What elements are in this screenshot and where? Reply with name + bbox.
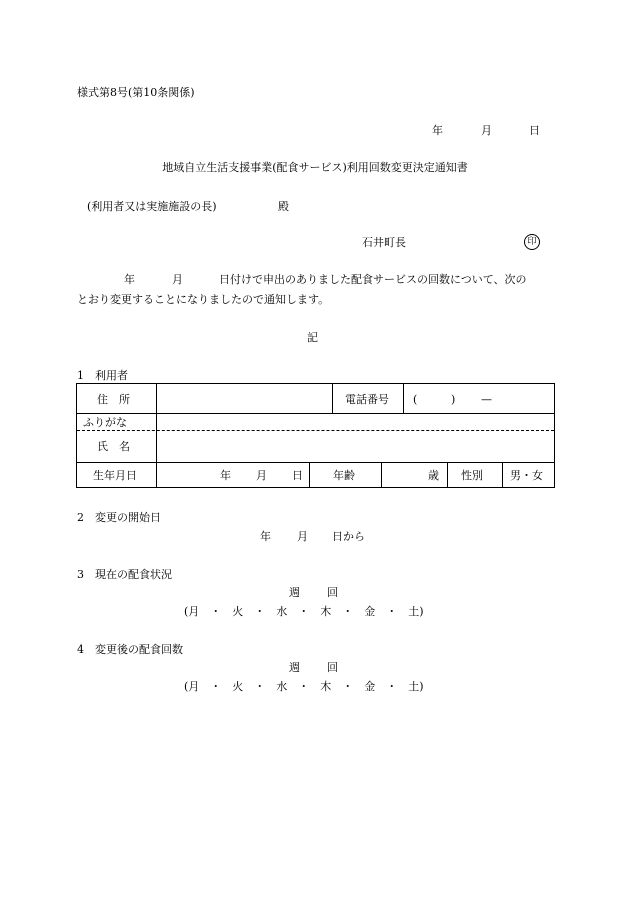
seal-circle: 印 <box>524 234 540 250</box>
section3-heading: 3 現在の配食状況 <box>77 568 172 581</box>
birth-month: 月 <box>256 469 267 482</box>
start-year: 年 <box>260 530 271 543</box>
phone-paren-close: ) <box>451 393 456 406</box>
furigana-label: ふりがな <box>83 416 127 429</box>
address-label: 住 所 <box>97 393 130 406</box>
new-days: (月 ・ 火 ・ 水 ・ 木 ・ 金 ・ 土) <box>184 680 424 693</box>
document-title: 地域自立生活支援事業(配食サービス)利用回数変更決定通知書 <box>162 161 468 174</box>
phone-paren-open: ( <box>413 393 418 406</box>
date-day: 日 <box>529 124 540 137</box>
current-days: (月 ・ 火 ・ 水 ・ 木 ・ 金 ・ 土) <box>184 605 424 618</box>
birth-year: 年 <box>220 469 231 482</box>
current-times: 回 <box>327 586 338 599</box>
section1-heading: 1 利用者 <box>77 369 128 382</box>
section2-heading: 2 変更の開始日 <box>77 511 161 524</box>
user-info-table <box>76 383 555 488</box>
recipient-label: (利用者又は実施施設の長) <box>87 200 217 213</box>
issuer-name: 石井町長 <box>362 236 406 249</box>
body-text-line1: 日付けで申出のありました配食サービスの回数について、次の <box>219 273 527 286</box>
col-line <box>332 384 333 413</box>
section4-heading: 4 変更後の配食回数 <box>77 643 183 656</box>
seal-mark <box>524 234 540 250</box>
dashed-row-line <box>77 430 554 431</box>
start-month: 月 <box>297 530 308 543</box>
col-line <box>156 384 157 487</box>
date-month: 月 <box>481 124 492 137</box>
new-week: 週 <box>289 661 300 674</box>
birth-day: 日 <box>292 469 303 482</box>
row-line <box>77 413 554 414</box>
phone-label: 電話番号 <box>345 393 389 406</box>
sex-label: 性別 <box>461 469 483 482</box>
new-times: 回 <box>327 661 338 674</box>
ki-mark: 記 <box>307 331 318 344</box>
age-label: 年齢 <box>333 469 355 482</box>
birth-label: 生年月日 <box>93 469 137 482</box>
body-year: 年 <box>124 273 135 286</box>
phone-dash: — <box>481 393 492 406</box>
col-line <box>403 384 404 413</box>
col-line <box>447 462 448 487</box>
start-day-from: 日から <box>332 530 365 543</box>
name-label: 氏 名 <box>97 440 130 453</box>
body-month: 月 <box>172 273 183 286</box>
col-line <box>309 462 310 487</box>
form-number: 様式第8号(第10条関係) <box>77 86 195 99</box>
body-text-line2: とおり変更することになりましたので通知します。 <box>77 293 330 306</box>
col-line <box>502 462 503 487</box>
row-line <box>77 462 554 463</box>
age-unit: 歳 <box>428 469 439 482</box>
col-line <box>381 462 382 487</box>
date-year: 年 <box>432 124 443 137</box>
recipient-honorific: 殿 <box>278 200 289 213</box>
current-week: 週 <box>289 586 300 599</box>
sex-value: 男・女 <box>510 469 543 482</box>
